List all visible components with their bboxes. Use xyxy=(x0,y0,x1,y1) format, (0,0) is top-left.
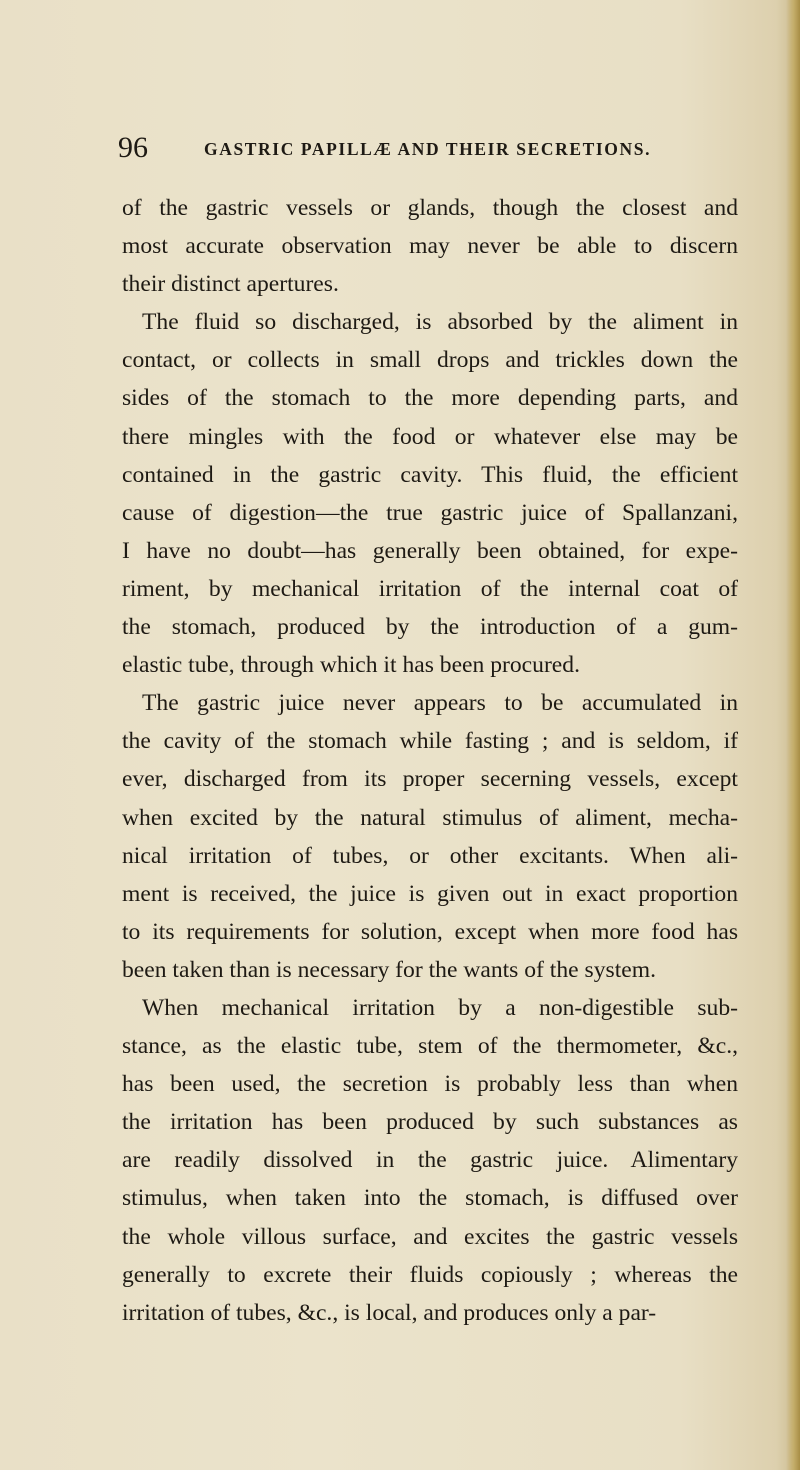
text-line: when excited by the natural stimulus of aliment, mecha- xyxy=(122,804,738,831)
text-line: I have no doubt—has generally been obtained, for expe- xyxy=(122,537,738,564)
text-line: are readily dissolved in the gastric juice. Alimentary xyxy=(122,1147,738,1174)
text-line: The fluid so discharged, is absorbed by the aliment in xyxy=(142,309,738,336)
text-line: has been used, the secretion is probably less than when xyxy=(122,1071,738,1098)
text-line: to its requirements for solution, except when more food has xyxy=(122,918,738,945)
text-line: the irritation has been produced by such substances as xyxy=(122,1109,738,1136)
text-line: the cavity of the stomach while fasting ; and is seldom, if xyxy=(122,728,738,755)
text-line: irritation of tubes, &c., is local, and produces only a par- xyxy=(122,1299,657,1326)
running-head-title: GASTRIC PAPILLÆ AND THEIR SECRETIONS. xyxy=(204,139,652,159)
text-line: most accurate observation may never be able to discern xyxy=(122,233,738,260)
text-line: contained in the gastric cavity. This fluid, the efficient xyxy=(122,461,738,488)
body-text xyxy=(122,189,738,1332)
page-edge-shadow xyxy=(786,0,800,1470)
text-line: nical irritation of tubes, or other excitants. When ali- xyxy=(122,842,738,869)
text-line: contact, or collects in small drops and trickles down the xyxy=(122,347,738,374)
text-line: the whole villous surface, and excites the gastric vessels xyxy=(122,1223,738,1250)
text-line: riment, by mechanical irritation of the internal coat of xyxy=(122,575,738,602)
text-line: generally to excrete their fluids copiously ; whereas the xyxy=(122,1261,738,1288)
page-number: 96 xyxy=(118,131,148,164)
text-line: sides of the stomach to the more depending parts, and xyxy=(122,385,738,412)
text-line: cause of digestion—the true gastric juice of Spallanzani, xyxy=(122,499,738,526)
text-line: stance, as the elastic tube, stem of the thermometer, &c., xyxy=(122,1033,738,1060)
text-line: ment is received, the juice is given out in exact proportion xyxy=(122,880,738,907)
text-line: stimulus, when taken into the stomach, is diffused over xyxy=(122,1185,738,1212)
text-line: The gastric juice never appears to be accumulated in xyxy=(142,690,738,717)
text-line: the stomach, produced by the introduction of a gum- xyxy=(122,614,738,641)
text-line: of the gastric vessels or glands, though the closest and xyxy=(122,195,738,221)
text-line: been taken than is necessary for the wants of the system. xyxy=(122,956,656,983)
text-line: their distinct apertures. xyxy=(122,271,339,298)
text-line: When mechanical irritation by a non-digestible sub- xyxy=(142,994,738,1021)
text-line: elastic tube, through which it has been procured. xyxy=(122,652,580,679)
text-line: there mingles with the food or whatever else may be xyxy=(122,423,738,450)
running-head xyxy=(118,128,718,168)
text-line: ever, discharged from its proper secerning vessels, except xyxy=(122,766,738,793)
